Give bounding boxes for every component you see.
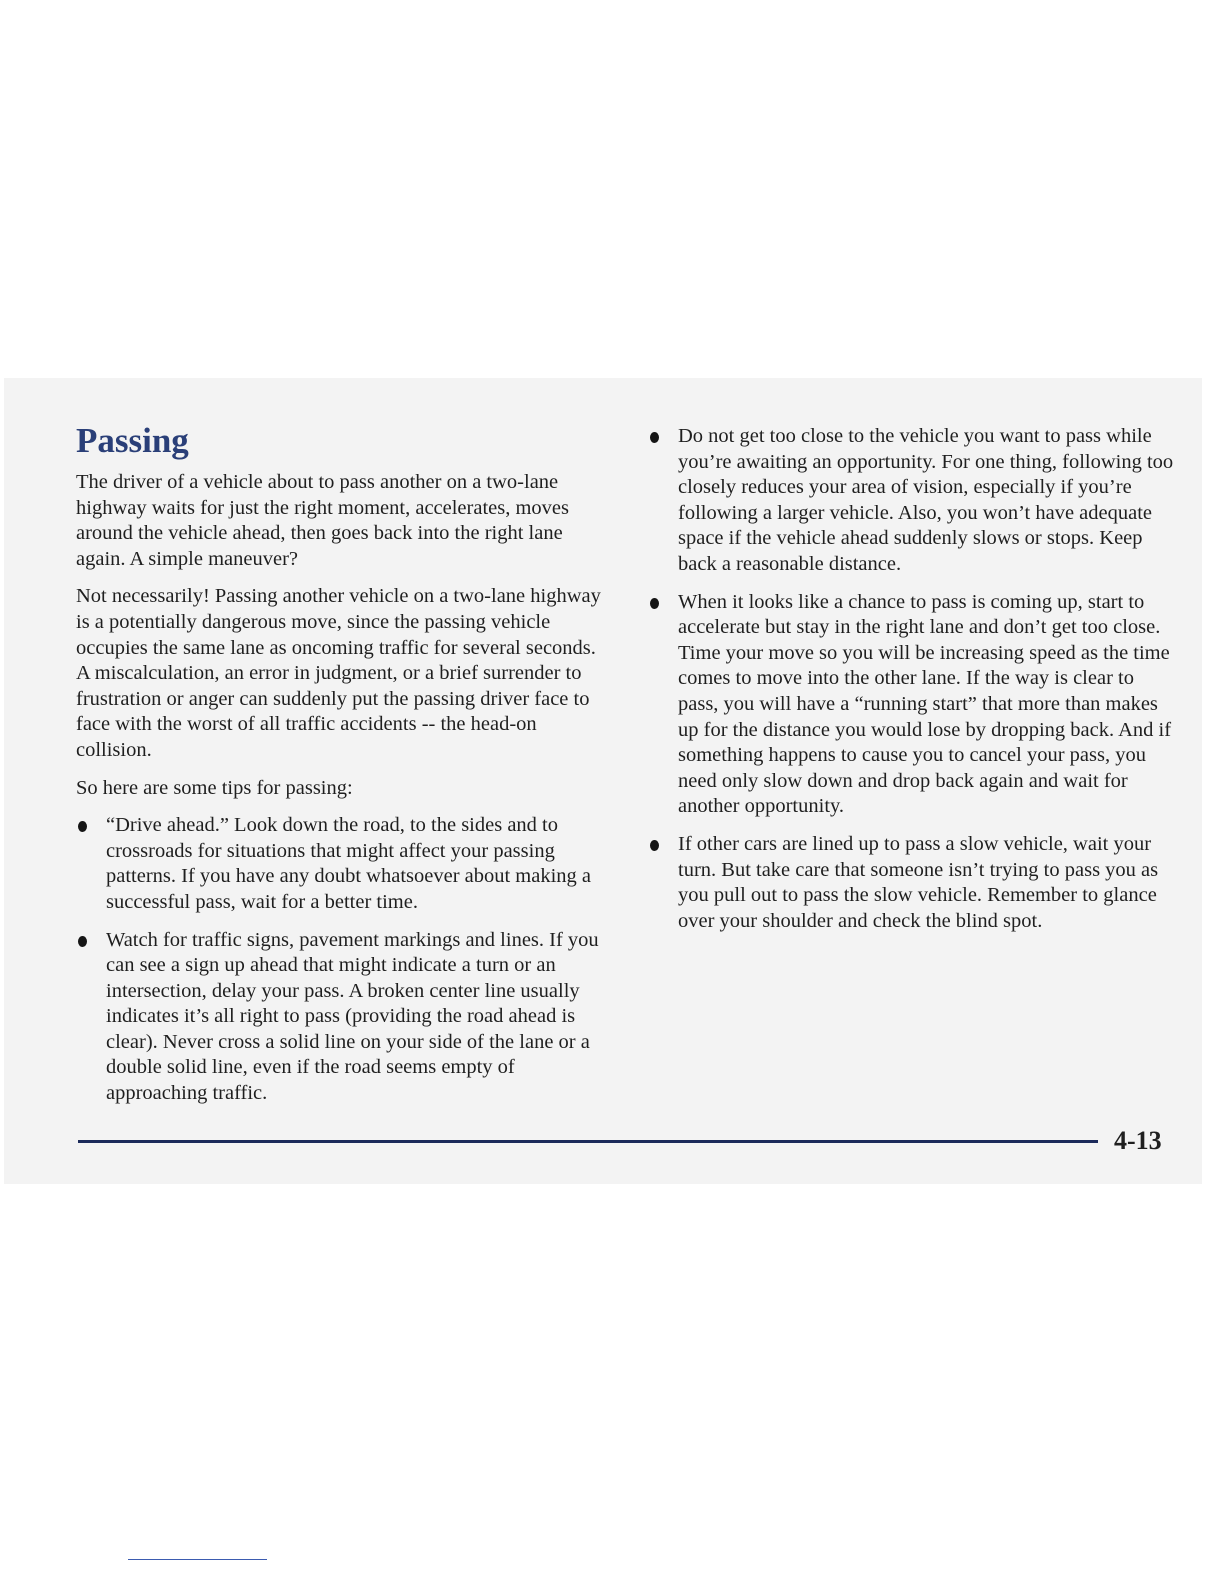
- bullet-icon: [650, 598, 659, 609]
- tip-item: [648, 590, 1176, 820]
- left-column: [76, 470, 608, 1119]
- tip-text: When it looks like a chance to pass is coming up, start to accelerate but stay in the right lane and don’t get too close. Time your move so you will be increasing speed as the time comes to move into the other lane. If the way is clear to pass, you will have a “running start” that more than makes up for the distance you would lose by dropping back. And if something happens to cause you to cancel your pass, you need only slow down and drop back again and wait for another opportunity.: [678, 590, 1172, 818]
- bullet-icon: [650, 840, 659, 851]
- tips-list-left: [76, 813, 608, 1107]
- tip-item: [648, 424, 1176, 578]
- intro-paragraph: The driver of a vehicle about to pass another on a two-lane highway waits for just the right moment, accelerates, moves around the vehicle ahead, then goes back into the right lane again. A simple maneuver?: [76, 471, 570, 570]
- right-column: [648, 424, 1176, 946]
- tips-intro: So here are some tips for passing:: [76, 776, 353, 799]
- warning-paragraph: Not necessarily! Passing another vehicle on a two-lane highway is a potentially dangerous move, since the passing vehicle occupies the same lane as oncoming traffic for several seconds. A miscalculation, an error in judgment, or a brief surrender to frustration or anger can suddenly put the passing driver face to face with the worst of all traffic accidents -- the head-on collision.: [76, 585, 601, 761]
- tip-item: [648, 832, 1176, 934]
- tip-text: Watch for traffic signs, pavement markings and lines. If you can see a sign up ahead that might indicate a turn or an intersection, delay your pass. A broken center line usually indicates it’s all right to pass (providing the road ahead is clear). Never cross a solid line on your side of the lane or a double solid line, even if the road seems empty of approaching traffic.: [106, 928, 599, 1105]
- tip-text: Do not get too close to the vehicle you want to pass while you’re awaiting an opportunity. For one thing, following too closely reduces your area of vision, especially if you’re following a larger vehicle. Also, you won’t have adequate space if the vehicle ahead suddenly slows or stops. Keep back a reasonable distance.: [678, 425, 1174, 575]
- bullet-icon: [78, 821, 87, 832]
- tip-text: If other cars are lined up to pass a slow vehicle, wait your turn. But take care that someone isn’t trying to pass you as you pull out to pass the slow vehicle. Remember to glance over your shoulder and check the blind spot.: [678, 832, 1159, 932]
- tips-list-right: [648, 424, 1176, 934]
- page-number: 4-13: [1114, 1126, 1162, 1155]
- bullet-icon: [78, 936, 87, 947]
- section-title: Passing: [76, 421, 189, 460]
- tip-item: [76, 813, 608, 915]
- tip-item: [76, 928, 608, 1107]
- bullet-icon: [650, 432, 659, 443]
- footer-rule: [78, 1140, 1098, 1143]
- tip-text: “Drive ahead.” Look down the road, to the sides and to crossroads for situations that might affect your passing patterns. If you have any doubt whatsoever about making a successful pass, wait for a better time.: [106, 814, 592, 913]
- footer-link-underline: [128, 1559, 267, 1560]
